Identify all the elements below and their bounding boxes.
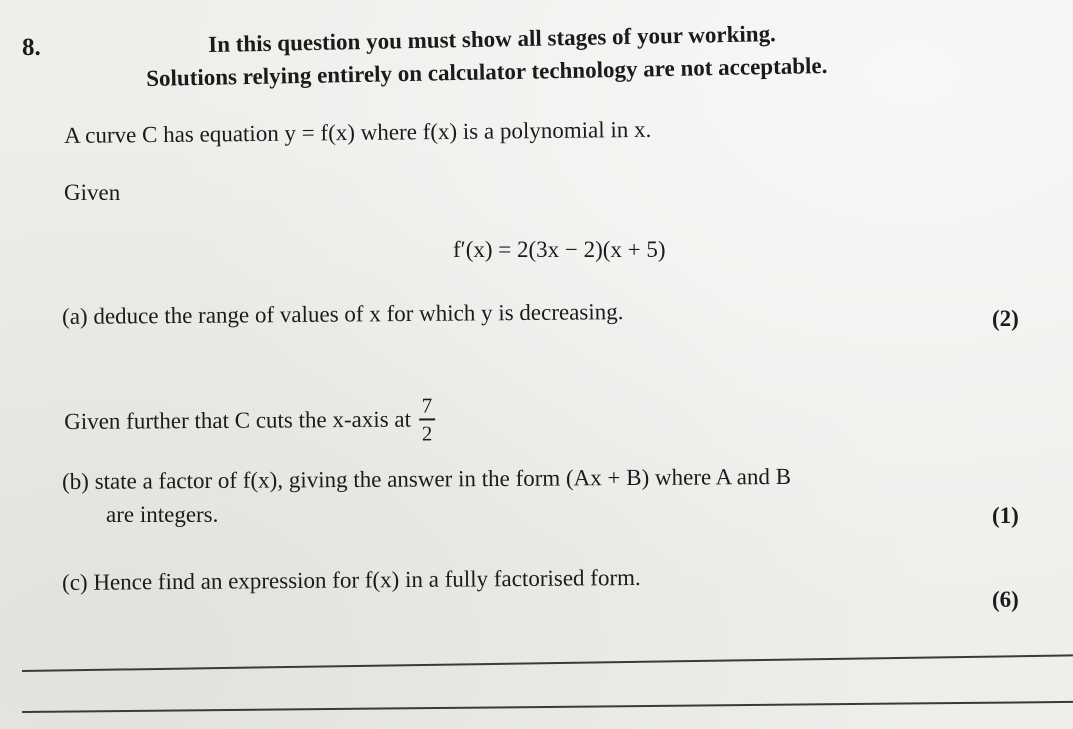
question-number: 8. (22, 34, 41, 61)
part-a-text: (a) deduce the range of values of x for which y is decreasing. (62, 299, 624, 329)
given-further-text: Given further that C cuts the x-axis at (64, 406, 412, 434)
part-b-line-2: are integers. (106, 502, 219, 527)
fraction-denominator: 2 (421, 420, 433, 446)
derivative-equation: f′(x) = 2(3x − 2)(x + 5) (453, 237, 666, 262)
part-a-marks: (2) (992, 306, 1019, 331)
part-c-marks: (6) (992, 587, 1019, 612)
fraction-seven-halves (419, 394, 435, 444)
given-label: Given (64, 180, 121, 205)
instruction-line-2: Solutions relying entirely on calculator technology are not acceptable. (146, 52, 828, 91)
curve-intro: A curve C has equation y = f(x) where f(x) is a polynomial in x. (64, 116, 652, 148)
answer-line (22, 701, 1073, 713)
fraction-numerator: 7 (421, 393, 433, 418)
part-c-text: (c) Hence find an expression for f(x) in a fully factorised form. (62, 564, 641, 595)
given-further (64, 394, 435, 446)
part-b-line-1: (b) state a factor of f(x), giving the answer in the form (Ax + B) where A and B (62, 463, 792, 494)
part-b-marks: (1) (992, 503, 1019, 528)
answer-line (22, 654, 1073, 671)
instruction-line-1: In this question you must show all stages of your working. (208, 21, 777, 57)
fraction-bar (419, 418, 435, 420)
